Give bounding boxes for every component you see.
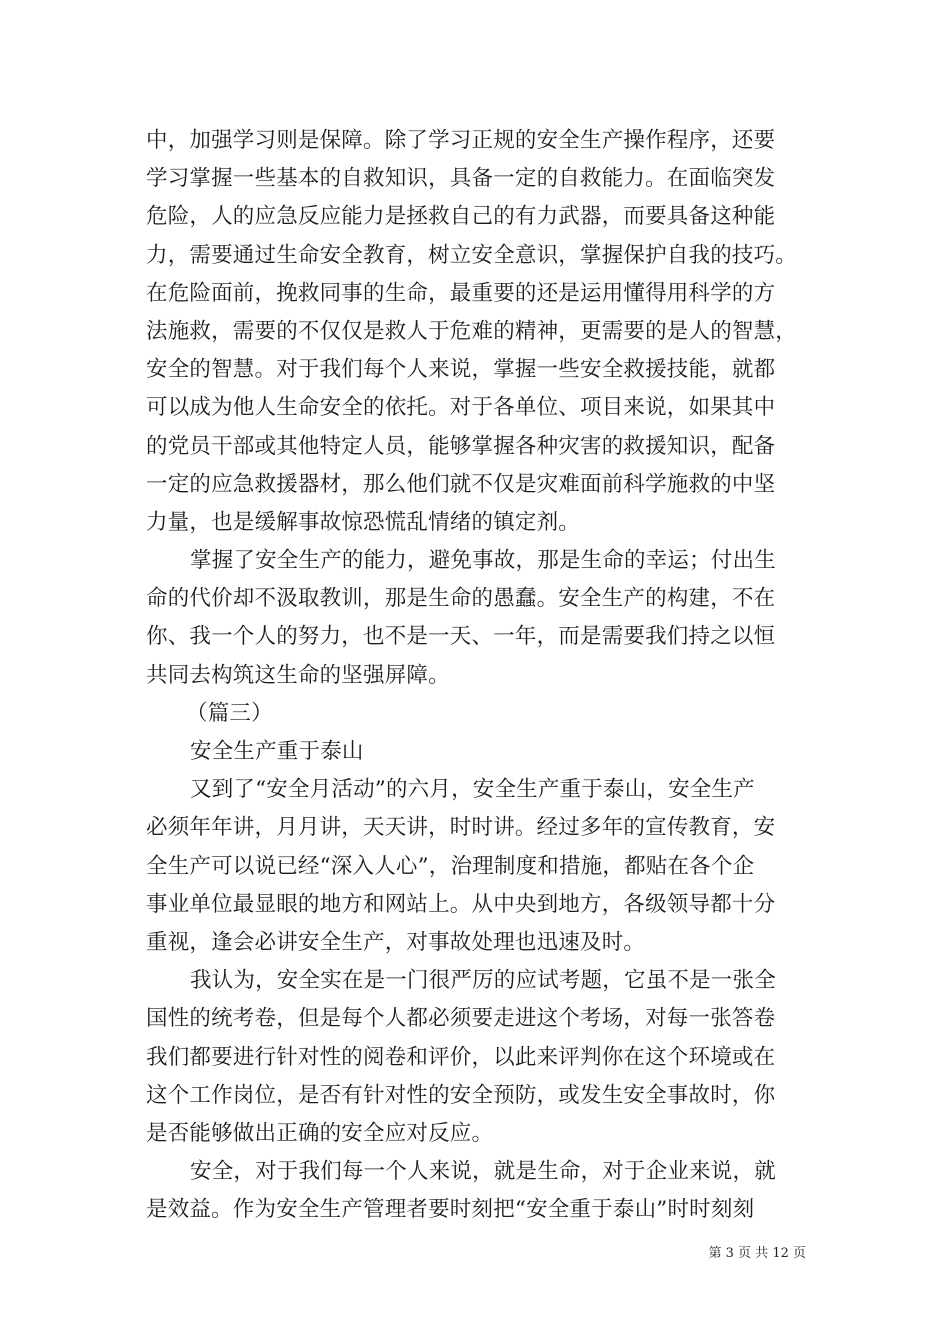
text-line: 危险，人的应急反应能力是拯救自己的有力武器，而要具备这种能 [146,204,776,230]
text-line: 这个工作岗位，是否有针对性的安全预防，或发生安全事故时，你 [146,1082,776,1108]
text-line: 学习掌握一些基本的自救知识，具备一定的自救能力。在面临突发 [146,166,776,192]
page-number-footer: 第 3 页 共 12 页 [708,1246,806,1261]
text-line: 在危险面前，挽救同事的生命，最重要的还是运用懂得用科学的方 [146,280,776,306]
text-line: 中，加强学习则是保障。除了学习正规的安全生产操作程序，还要 [146,128,776,153]
text-line: 力，需要通过生命安全教育，树立安全意识，掌握保护自我的技巧。 [146,242,798,268]
text-line: 一定的应急救援器材，那么他们就不仅是灾难面前科学施救的中坚 [146,471,776,497]
text-line: 共同去构筑这生命的坚强屏障。 [146,662,450,688]
document-body [146,122,806,1229]
text-line: 事业单位最显眼的地方和网站上。从中央到地方，各级领导都十分 [146,891,776,917]
paragraph-start-line: 安全，对于我们每一个人来说，就是生命，对于企业来说，就 [190,1159,776,1185]
paragraph-start-line: 又到了“安全月活动”的六月，安全生产重于泰山，安全生产 [190,777,755,803]
section-marker: （篇三） [186,700,273,726]
text-line: 安全的智慧。对于我们每个人来说，掌握一些安全救援技能，就都 [146,357,776,383]
text-line: 全生产可以说已经“深入人心”，治理制度和措施，都贴在各个企 [146,853,755,879]
text-line: 我们都要进行针对性的阅卷和评价，以此来评判你在这个环境或在 [146,1044,776,1070]
text-line: 必须年年讲，月月讲，天天讲，时时讲。经过多年的宣传教育，安 [146,815,776,841]
text-line: 力量，也是缓解事故惊恐慌乱情绪的镇定剂。 [146,509,581,535]
text-line: 可以成为他人生命安全的依托。对于各单位、项目来说，如果其中 [146,395,776,421]
section-title: 安全生产重于泰山 [190,739,364,764]
text-line: 重视，逢会必讲安全生产，对事故处理也迅速及时。 [146,929,646,955]
paragraph-start-line: 掌握了安全生产的能力，避免事故，那是生命的幸运；付出生 [190,548,776,574]
text-line: 法施救，需要的不仅仅是救人于危难的精神，更需要的是人的智慧， [146,318,798,344]
text-line: 你、我一个人的努力，也不是一天、一年，而是需要我们持之以恒 [146,624,776,650]
text-line: 命的代价却不汲取教训，那是生命的愚蠢。安全生产的构建，不在 [146,586,776,612]
text-line: 国性的统考卷，但是每个人都必须要走进这个考场，对每一张答卷 [146,1006,776,1032]
text-line: 是效益。作为安全生产管理者要时刻把“安全重于泰山”时时刻刻 [146,1197,755,1223]
text-line: 是否能够做出正确的安全应对反应。 [146,1120,494,1146]
text-line: 的党员干部或其他特定人员，能够掌握各种灾害的救援知识，配备 [146,433,776,459]
paragraph-start-line: 我认为，安全实在是一门很严厉的应试考题，它虽不是一张全 [190,968,776,994]
